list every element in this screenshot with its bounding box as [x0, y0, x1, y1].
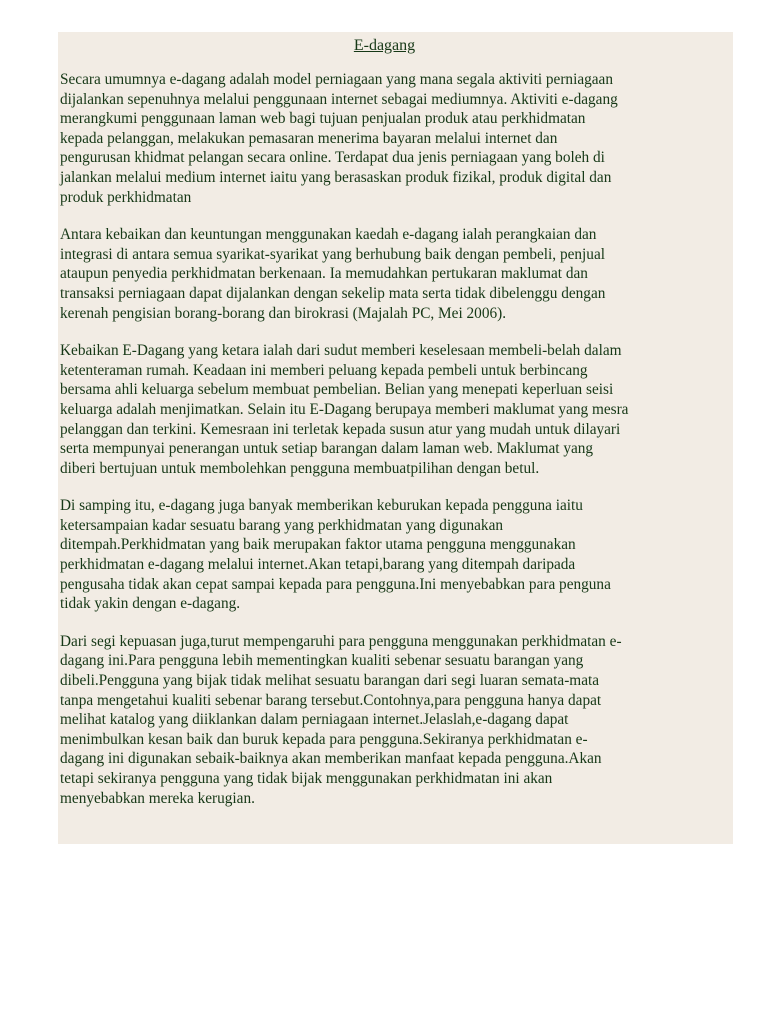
paragraph [60, 496, 733, 614]
paragraph-line: jalankan melalui medium internet iaitu yang berasaskan produk fizikal, produk digital dan [60, 168, 612, 186]
paragraph-line: bersama ahli keluarga sebelum membuat pembelian. Belian yang menepati keperluan seisi [60, 381, 614, 399]
paragraph-line: Antara kebaikan dan keuntungan menggunakan kaedah e-dagang ialah perangkaian dan [60, 226, 597, 244]
paragraph-line: kepada pelanggan, melakukan pemasaran menerima bayaran melalui internet dan [60, 129, 558, 147]
paragraph-line: serta mempunyai penerangan untuk setiap barangan dalam laman web. Maklumat yang [60, 440, 594, 458]
paragraph-line: keluarga adalah menjimatkan. Selain itu E-Dagang berupaya memberi maklumat yang mesra [60, 400, 629, 418]
document-page [58, 32, 733, 844]
paragraph [60, 632, 733, 808]
paragraph-line: tetapi sekiranya pengguna yang tidak bijak menggunakan perkhidmatan ini akan [60, 770, 553, 787]
paragraph [60, 225, 733, 323]
paragraph-line: tidak yakin dengan e-dagang. [60, 595, 241, 613]
paragraph-line: ketersampaian kadar sesuatu barang yang perkhidmatan yang digunakan [60, 516, 504, 534]
paragraph-line: ataupun penyedia perkhidmatan berkenaan. Ia memudahkan pertukaran maklumat dan [60, 265, 588, 283]
paragraph-line: transaksi perniagaan dapat dijalankan dengan sekelip mata serta tidak dibelenggu dengan [60, 284, 606, 302]
paragraph-line: merangkumi penggunaan laman web bagi tujuan penjualan produk atau perkhidmatan [60, 110, 586, 128]
paragraph-line: produk perkhidmatan [60, 188, 192, 206]
paragraph-line: dagang ini digunakan sebaik-baiknya akan memberikan manfaat kepada pengguna.Akan [60, 750, 602, 768]
paragraph-line: diberi bertujuan untuk membolehkan pengguna membuatpilihan dengan betul. [60, 459, 540, 477]
paragraph-line: dibeli.Pengguna yang bijak tidak melihat sesuatu barangan dari segi luaran semata-mata [60, 672, 600, 690]
paragraph-line: menyebabkan mereka kerugian. [60, 789, 255, 807]
document-body [60, 70, 733, 808]
paragraph-line: menimbulkan kesan baik dan buruk kepada para pengguna.Sekiranya perkhidmatan e- [60, 730, 588, 748]
paragraph-line: perkhidmatan e-dagang melalui internet.Akan tetapi,barang yang ditempah daripada [60, 556, 576, 574]
document-title: E-dagang [353, 37, 416, 54]
paragraph-line: pengurusan khidmat pelangan secara online. Terdapat dua jenis perniagaan yang boleh di [60, 149, 605, 167]
paragraph-line: dijalankan sepenuhnya melalui penggunaan internet sebagai mediumnya. Aktiviti e-dagang [60, 90, 618, 108]
paragraph-line: pelanggan dan terkini. Kemesraan ini terletak kepada susun atur yang mudah untuk dilayari [60, 420, 621, 438]
paragraph-line: Kebaikan E-Dagang yang ketara ialah dari sudut memberi keselesaan membeli-belah dalam [60, 342, 622, 360]
paragraph-line: kerenah pengisian borang-borang dan birokrasi (Majalah PC, Mei 2006). [60, 304, 507, 322]
paragraph-line: integrasi di antara semua syarikat-syarikat yang berhubung baik dengan pembeli, penjual [60, 245, 605, 263]
paragraph-line: Di samping itu, e-dagang juga banyak memberikan keburukan kepada pengguna iaitu [60, 497, 583, 515]
paragraph-line: Dari segi kepuasan juga,turut mempengaruhi para pengguna menggunakan perkhidmatan e- [60, 632, 622, 650]
paragraph [60, 341, 733, 478]
paragraph [60, 70, 733, 207]
paragraph-line: dagang ini.Para pengguna lebih mementingkan kualiti sebenar sesuatu barangan yang [60, 652, 584, 670]
paragraph-line: ketenteraman rumah. Keadaan ini memberi peluang kepada pembeli untuk berbincang [60, 361, 588, 379]
paragraph-line: tanpa mengetahui kualiti sebenar barang tersebut.Contohnya,para pengguna hanya dapat [60, 691, 602, 709]
paragraph-line: Secara umumnya e-dagang adalah model perniagaan yang mana segala aktiviti perniagaan [60, 71, 613, 88]
paragraph-line: ditempah.Perkhidmatan yang baik merupakan faktor utama pengguna menggunakan [60, 536, 576, 554]
paragraph-line: melihat katalog yang diiklankan dalam perniagaan internet.Jelaslah,e-dagang dapat [60, 711, 569, 729]
paragraph-line: pengusaha tidak akan cepat sampai kepada para pengguna.Ini menyebabkan para penguna [60, 575, 611, 593]
